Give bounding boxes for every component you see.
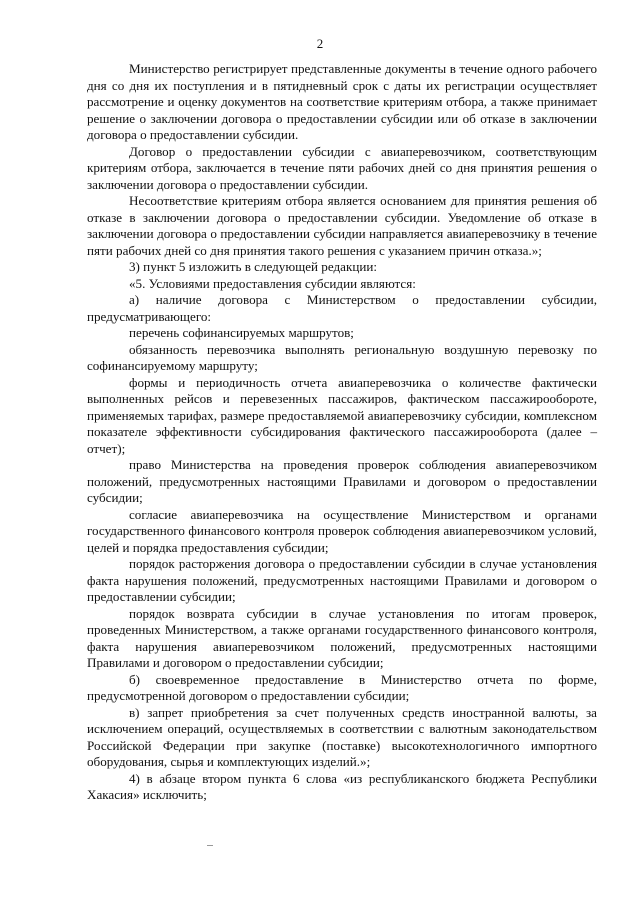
paragraph-condition-c: в) запрет приобретения за счет полученных средств иностранной валюты, за исключением операций, осуществляемых в соответствии с валютным законодательством Российской Федерации при закупке (поставке) высокотехнологичного импортного оборудования, сырья и комплектующих изделий.»; (87, 704, 597, 769)
paragraph-refund-procedure: порядок возврата субсидии в случае установления по итогам проверок, проведенных Министерством, а также органами государственного финансового контроля, факта нарушения авиаперевозчиком положений, предусмотренных настоящими Правилами и договором о предоставлении субсидии; (87, 605, 597, 670)
paragraph-contract-conclusion: Договор о предоставлении субсидии с авиаперевозчиком, соответствующим критериям отбора, заключается в течение пяти рабочих дней со дня принятия решения о заключении договора о предоставлении субсидии. (87, 143, 597, 192)
page-number: 2 (316, 36, 324, 51)
paragraph-routes-list: перечень софинансируемых маршрутов; (129, 325, 354, 340)
paragraph-condition-b: б) своевременное предоставление в Министерство отчета по форме, предусмотренной договором о предоставлении субсидии; (87, 671, 597, 703)
scan-artifact (207, 845, 213, 846)
paragraph-condition-a: а) наличие договора с Министерством о предоставлении субсидии, предусматривающего: (87, 292, 597, 324)
paragraph-termination-procedure: порядок расторжения договора о предоставлении субсидии в случае установления факта нарушения положений, предусмотренных настоящими Правилами и договором о предоставлении субсидии; (87, 556, 597, 604)
paragraph-amendment-point-4: 4) в абзаце втором пункта 6 слова «из республиканского бюджета Республики Хакасия» исключить; (87, 770, 597, 802)
paragraph-carrier-obligation: обязанность перевозчика выполнять региональную воздушную перевозку по софинансируемому маршруту; (87, 341, 597, 373)
paragraph-inspection-right: право Министерства на проведения проверок соблюдения авиаперевозчиком положений, предусмотренных настоящими Правилами и договором о предоставлении субсидии; (87, 457, 597, 505)
paragraph-subsidy-conditions: «5. Условиями предоставления субсидии являются: (129, 275, 416, 291)
paragraph-amendment-point-3: 3) пункт 5 изложить в следующей редакции: (129, 259, 377, 274)
paragraph-carrier-consent: согласие авиаперевозчика на осуществление Министерством и органами государственного финансового контроля проверок соблюдения авиаперевозчиком условий, целей и порядка предоставления субсидии; (87, 506, 597, 555)
paragraph-refusal-notice: Несоответствие критериям отбора является основанием для принятия решения об отказе в заключении договора о предоставлении субсидии. Уведомление об отказе в заключении договора о предоставлении субсидии направляется авиаперевозчику в течение пяти рабочих дней со дня принятия такого решения с указанием причин отказа.»; (87, 193, 597, 258)
document-body (87, 61, 597, 804)
paragraph-report-forms: формы и периодичность отчета авиаперевозчика о количестве фактически выполненных рейсов и перевезенных пассажиров, фактическом пассажирообороте, применяемых тарифах, размере предоставляемой авиаперевозчику субсидии, комплексном показателе эффективности субсидирования фактического пассажирооборота (далее – отчет); (87, 374, 597, 456)
paragraph-registration: Министерство регистрирует представленные документы в течение одного рабочего дня со дня их поступления и в пятидневный срок с даты их регистрации осуществляет рассмотрение и оценку документов на соответствие критериям отбора, а также принимает решение о заключении договора о предоставлении субсидии или об отказе в заключении договора о предоставлении субсидии. (87, 61, 597, 142)
